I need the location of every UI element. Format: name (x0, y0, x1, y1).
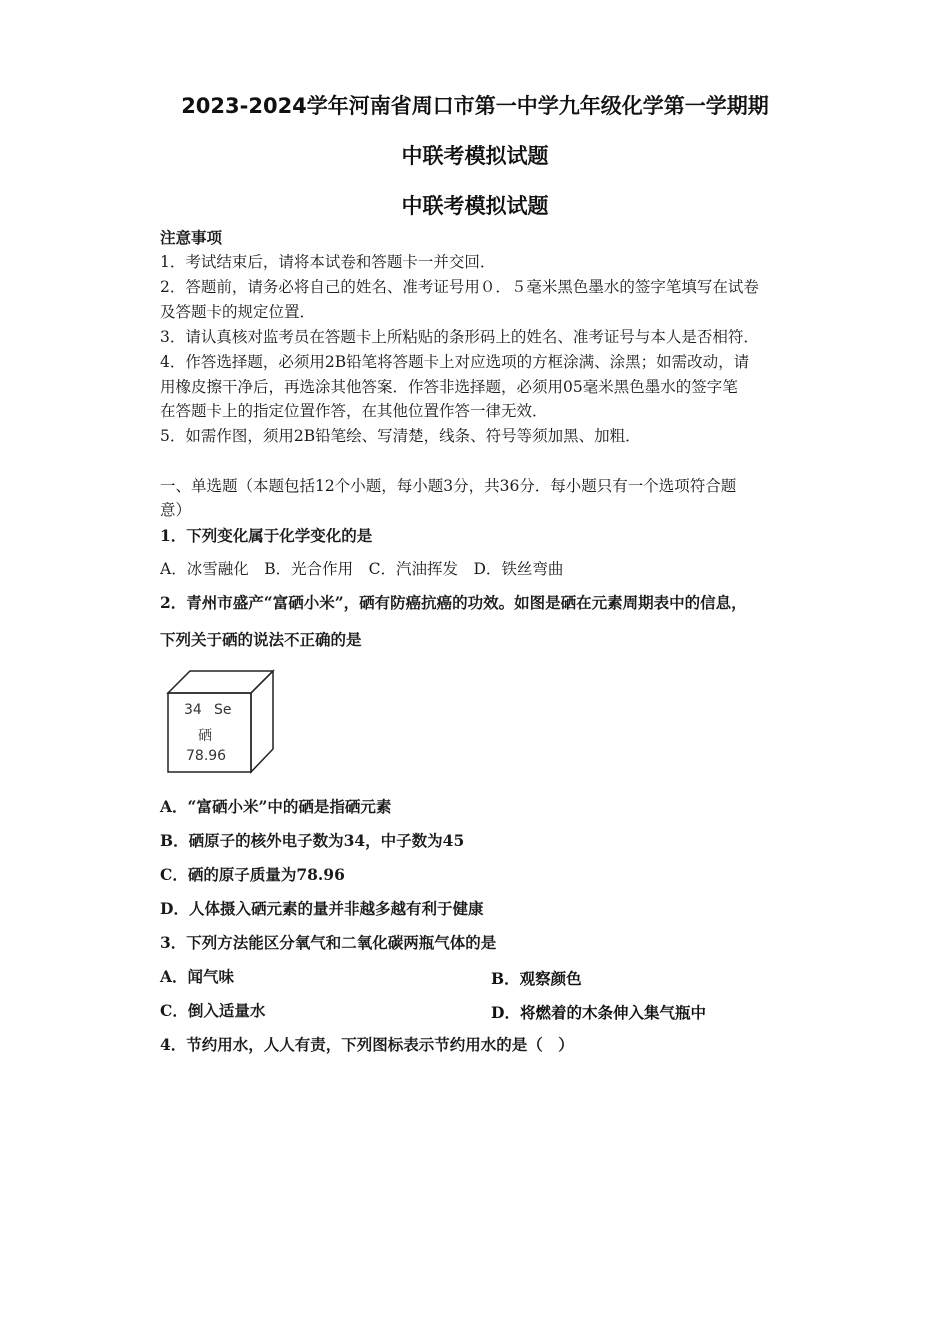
notes-line: 3．请认真核对监考员在答题卡上所粘贴的条形码上的姓名、准考证号与本人是否相符． (160, 328, 759, 346)
q3-option-c: C．倒入适量水 (160, 1001, 266, 1020)
element-symbol: Se (214, 702, 232, 718)
title-line-3: 中联考模拟试题 (401, 194, 549, 218)
q2-stem-cont: 下列关于硒的说法不正确的是 (160, 630, 362, 649)
q2-option-c: C．硒的原子质量为78.96 (160, 865, 345, 884)
q3-option-a: A．闻气味 (160, 967, 235, 986)
title-line-2: 中联考模拟试题 (401, 144, 549, 168)
notes-line: 5．如需作图，须用2B铅笔绘、写清楚，线条、符号等须加黑、加粗． (160, 427, 641, 445)
section-heading-cont: 意） (160, 501, 192, 519)
notes-line: 4．作答选择题，必须用2B铅笔将答题卡上对应选项的方框涂满、涂黑；如需改动，请 (160, 353, 750, 371)
q3-stem: 3．下列方法能区分氧气和二氧化碳两瓶气体的是 (160, 933, 497, 952)
q2-option-b: B．硒原子的核外电子数为34，中子数为45 (160, 831, 465, 850)
element-mass: 78.96 (186, 748, 227, 764)
q2-option-a: A．“富硒小米”中的硒是指硒元素 (160, 797, 392, 816)
notes-line: 在答题卡上的指定位置作答，在其他位置作答一律无效． (160, 402, 548, 420)
q2-stem: 2．青州市盛产“富硒小米”，硒有防癌抗癌的功效。如图是硒在元素周期表中的信息， (160, 593, 747, 612)
notes-heading: 注意事项 (160, 228, 223, 247)
q2-option-d: D．人体摄入硒元素的量并非越多越有利于健康 (160, 899, 484, 918)
q3-option-b: B．观察颜色 (491, 969, 582, 988)
section-heading: 一、单选题（本题包括12个小题，每小题3分，共36分．每小题只有一个选项符合题 (160, 477, 737, 495)
notes-line: 1．考试结束后，请将本试卷和答题卡一并交回． (160, 253, 496, 271)
title-line-1: 2023-2024学年河南省周口市第一中学九年级化学第一学期期 (181, 94, 769, 118)
element-number: 34 (184, 702, 202, 718)
q1-options: A．冰雪融化 B．光合作用 C．汽油挥发 D．铁丝弯曲 (160, 560, 564, 578)
notes-line: 及答题卡的规定位置． (160, 303, 316, 321)
q4-stem: 4．节约用水，人人有责，下列图标表示节约用水的是（ ） (160, 1035, 574, 1054)
element-name: 硒 (198, 728, 212, 744)
q1-stem: 1．下列变化属于化学变化的是 (160, 526, 373, 545)
notes-line: 2．答题前，请务必将自己的姓名、准考证号用０．５毫米黑色墨水的签字笔填写在试卷 (160, 278, 759, 296)
element-tile-selenium (166, 669, 276, 775)
q3-option-d: D．将燃着的木条伸入集气瓶中 (491, 1003, 706, 1022)
notes-line: 用橡皮擦干净后，再选涂其他答案．作答非选择题，必须用05毫米黑色墨水的签字笔 (160, 378, 738, 396)
